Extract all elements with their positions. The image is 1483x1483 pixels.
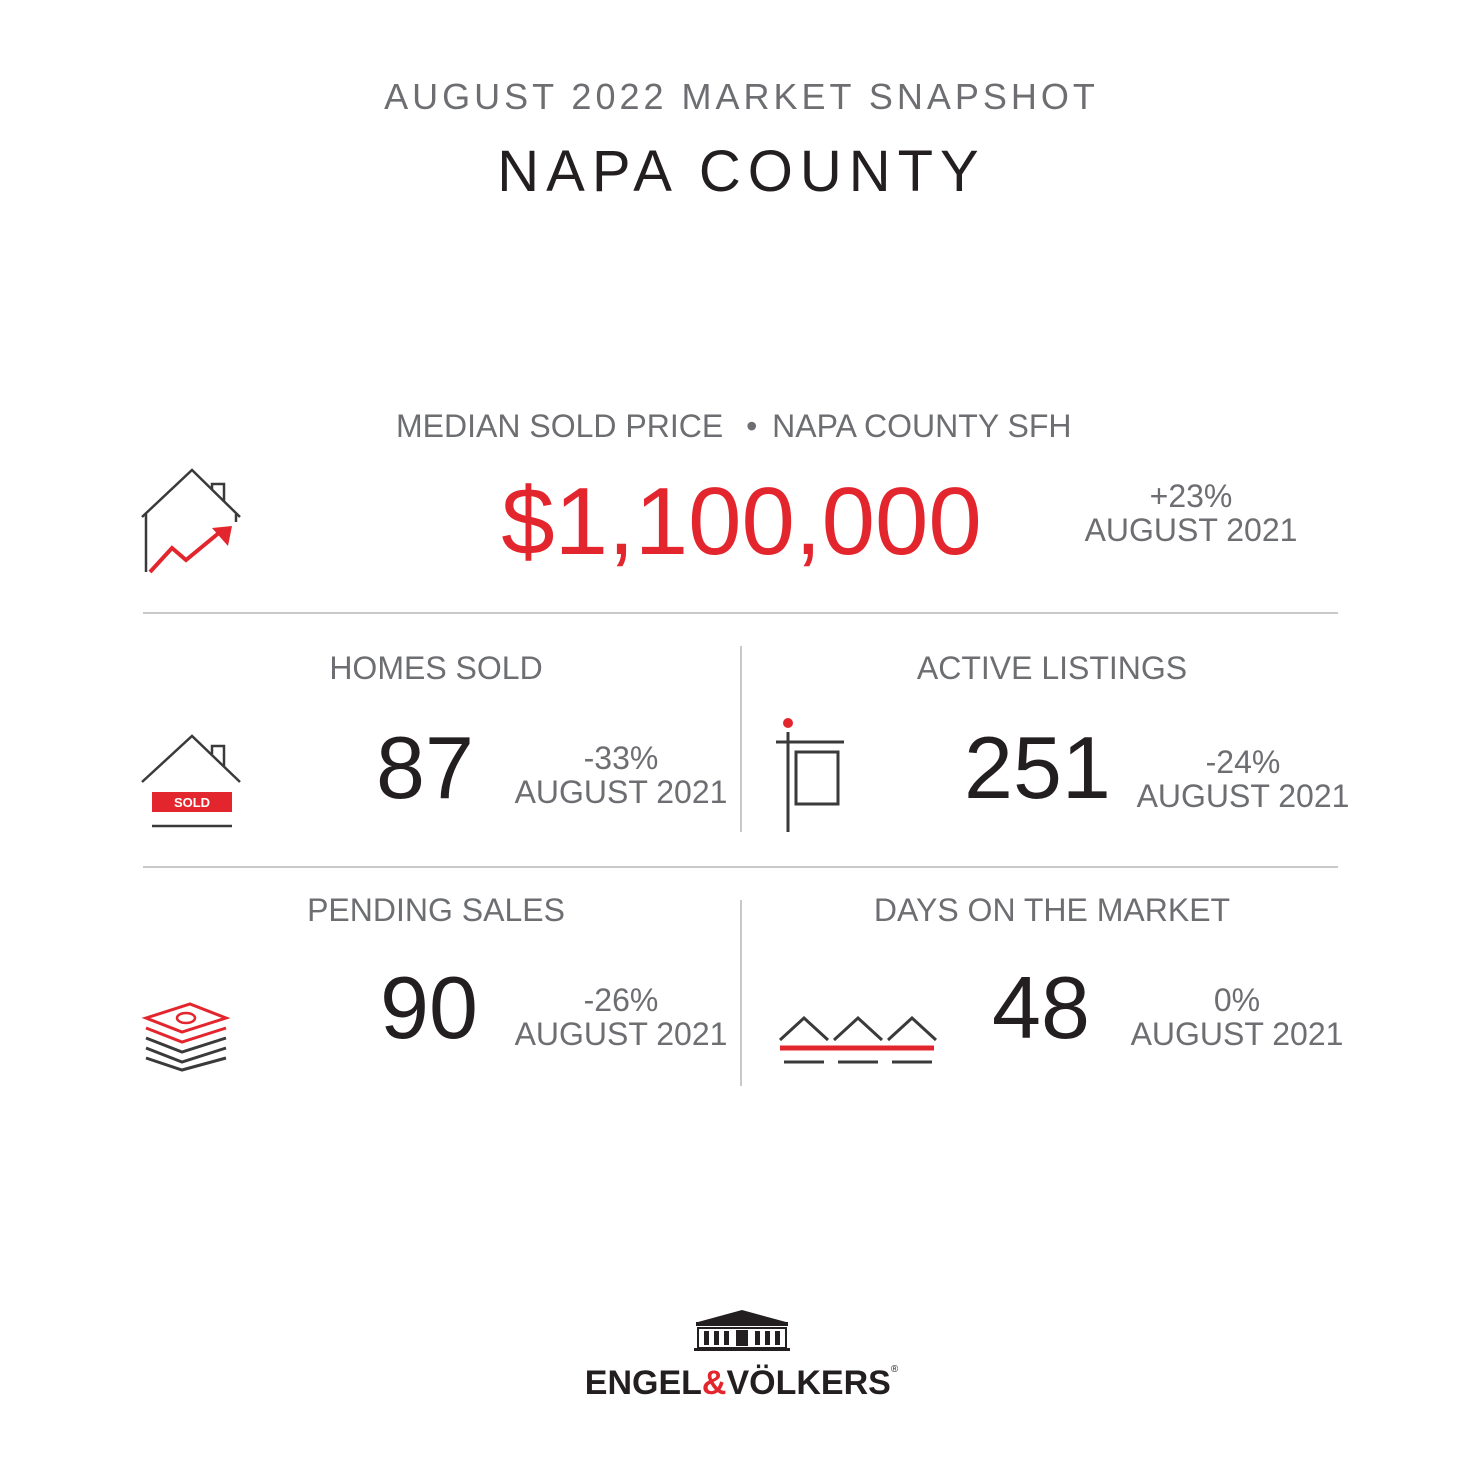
pending-sales-period: AUGUST 2021 (514, 1016, 728, 1052)
brand-logo (0, 1364, 1483, 1403)
brand-building-icon (692, 1308, 792, 1352)
days-on-market-label: DAYS ON THE MARKET (873, 892, 1231, 928)
brand-registered-mark: ® (890, 1364, 899, 1375)
days-on-market-value: 48 (992, 958, 1090, 1057)
homes-sold-period: AUGUST 2021 (514, 774, 728, 810)
active-listings-period: AUGUST 2021 (1136, 778, 1350, 814)
homes-sold-label: HOMES SOLD (329, 650, 543, 686)
median-period: AUGUST 2021 (1084, 512, 1298, 548)
median-label-right: NAPA COUNTY SFH (772, 408, 1072, 444)
brand-name-part1: ENGEL (584, 1364, 702, 1402)
median-label (396, 408, 1071, 445)
active-listings-label: ACTIVE LISTINGS (916, 650, 1188, 686)
median-comparison (1080, 480, 1302, 548)
brand-ampersand: & (701, 1364, 727, 1402)
active-listings-comparison (1132, 746, 1354, 814)
report-subtitle: AUGUST 2022 MARKET SNAPSHOT (384, 76, 1099, 117)
homes-sold-change: -33% (583, 740, 659, 776)
report-title: NAPA COUNTY (497, 139, 986, 204)
median-label-left: MEDIAN SOLD PRICE (396, 408, 724, 444)
divider-vertical-2 (740, 900, 742, 1086)
divider-horizontal-2 (143, 866, 1338, 868)
median-label-bullet: • (746, 408, 758, 444)
divider-horizontal-1 (143, 612, 1338, 614)
divider-vertical-1 (740, 646, 742, 832)
homes-sold-comparison (510, 742, 732, 810)
active-listings-change: -24% (1205, 744, 1281, 780)
money-stack-icon (140, 1000, 232, 1072)
listing-sign-icon (776, 716, 848, 834)
days-on-market-comparison (1126, 984, 1348, 1052)
pending-sales-change: -26% (583, 982, 659, 1018)
active-listings-value: 251 (964, 718, 1111, 817)
brand-name-part2: VÖLKERS (726, 1364, 891, 1402)
median-change: +23% (1149, 478, 1233, 514)
pending-sales-value: 90 (380, 958, 478, 1057)
houses-row-icon (778, 1010, 938, 1066)
days-on-market-period: AUGUST 2021 (1130, 1016, 1344, 1052)
days-on-market-change: 0% (1213, 982, 1261, 1018)
sold-badge-text: SOLD (173, 795, 211, 810)
median-price-value: $1,100,000 (501, 468, 982, 575)
house-sold-icon (140, 732, 244, 832)
pending-sales-comparison (510, 984, 732, 1052)
homes-sold-value: 87 (376, 718, 474, 817)
pending-sales-label: PENDING SALES (307, 892, 565, 928)
